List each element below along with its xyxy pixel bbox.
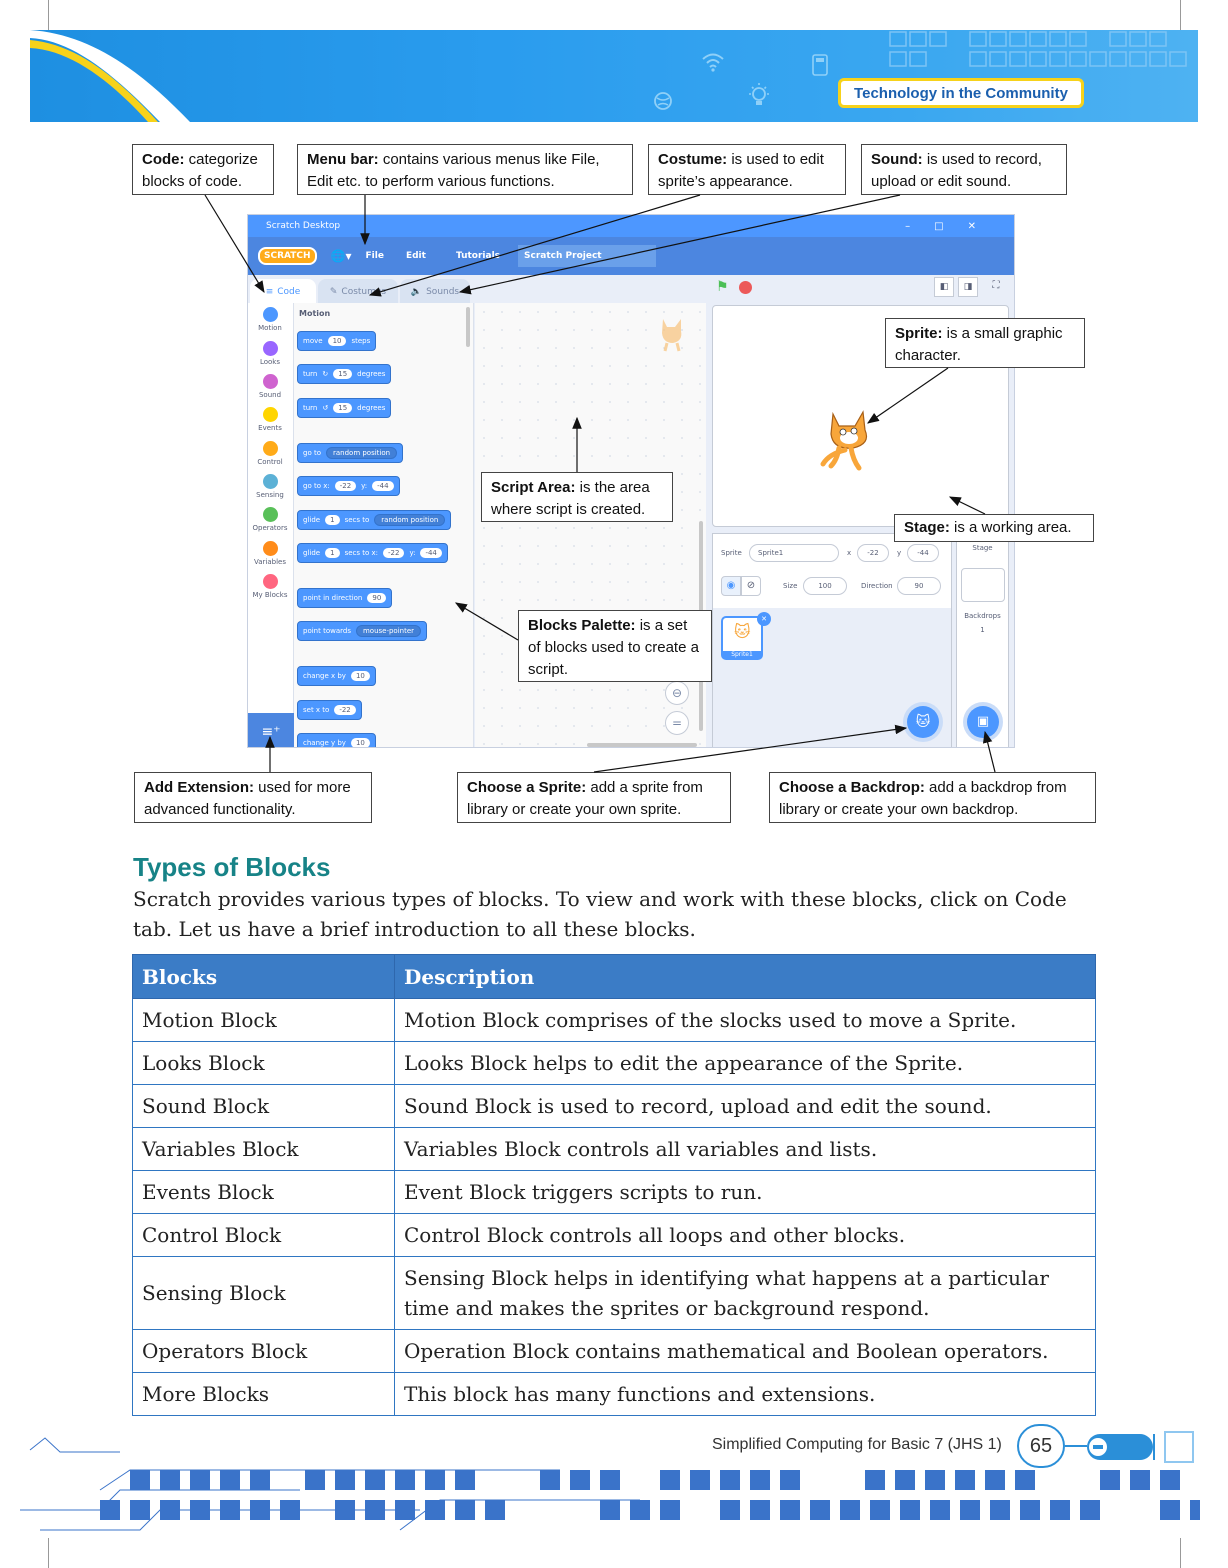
block-desc-cell: Operation Block contains mathematical and Boolean operators. bbox=[395, 1330, 1096, 1373]
large-stage-button[interactable]: ◨ bbox=[958, 277, 978, 297]
y-input[interactable]: -44 bbox=[907, 544, 939, 562]
rotate-right-icon: ↻ bbox=[322, 370, 329, 378]
brush-icon: ✎ bbox=[329, 287, 338, 297]
block-desc-cell: Event Block triggers scripts to run. bbox=[395, 1171, 1096, 1214]
direction-input[interactable]: 90 bbox=[897, 577, 941, 595]
category-events[interactable]: Events bbox=[248, 407, 292, 432]
size-label: Size bbox=[783, 582, 798, 590]
rotate-left-icon: ↺ bbox=[322, 404, 329, 412]
category-sensing[interactable]: Sensing bbox=[248, 474, 292, 499]
arrow-stage bbox=[950, 497, 985, 514]
backdrops-count: 1 bbox=[980, 626, 985, 634]
category-variables[interactable]: Variables bbox=[248, 541, 292, 566]
book-title: Simplified Computing for Basic 7 (JHS 1) bbox=[712, 1436, 1002, 1453]
choose-sprite-button[interactable]: 🐱 bbox=[907, 706, 939, 738]
block-name-cell: Looks Block bbox=[133, 1042, 395, 1085]
sprite-thumb-name: Sprite1 bbox=[723, 651, 761, 658]
arrow-costume bbox=[370, 195, 700, 295]
column-header: Description bbox=[395, 955, 1096, 999]
zoom-out-button[interactable]: ⊖ bbox=[665, 681, 689, 705]
block-point-direction[interactable]: point in direction 90 bbox=[297, 588, 392, 608]
callout-menu-bar: Menu bar: contains various menus like File, Edit etc. to perform various functions. bbox=[297, 144, 633, 195]
block-change-y[interactable]: change y by 10 bbox=[297, 733, 376, 748]
callout-add-extension: Add Extension: used for more advanced functionality. bbox=[134, 772, 372, 823]
size-input[interactable]: 100 bbox=[803, 577, 847, 595]
choose-backdrop-button[interactable]: ▣ bbox=[967, 706, 999, 738]
palette-heading: Motion bbox=[299, 309, 331, 318]
block-name-cell: Sensing Block bbox=[133, 1257, 395, 1330]
table-row bbox=[133, 1214, 1096, 1257]
block-desc-cell: Variables Block controls all variables and lists. bbox=[395, 1128, 1096, 1171]
chapter-tag: Technology in the Community bbox=[838, 78, 1084, 108]
sprite-name-input[interactable]: Sprite1 bbox=[749, 544, 839, 562]
block-turn-left[interactable]: turn ↺ 15 degrees bbox=[297, 398, 391, 418]
section-heading: Types of Blocks bbox=[133, 852, 331, 882]
block-name-cell: Motion Block bbox=[133, 999, 395, 1042]
block-desc-cell: Sound Block is used to record, upload and edit the sound. bbox=[395, 1085, 1096, 1128]
x-label: x bbox=[847, 549, 852, 557]
callout-sprite: Sprite: is a small graphic character. bbox=[885, 318, 1085, 368]
arrow-sound bbox=[460, 195, 900, 292]
table-row bbox=[133, 1128, 1096, 1171]
add-extension-button[interactable]: ≡⁺ bbox=[248, 713, 294, 748]
delete-sprite-icon[interactable]: ✕ bbox=[757, 612, 771, 626]
callout-code: Code: categorize blocks of code. bbox=[132, 144, 274, 195]
callout-choose-backdrop: Choose a Backdrop: add a backdrop from library or create your own backdrop. bbox=[769, 772, 1096, 823]
sprite-label: Sprite bbox=[721, 549, 742, 557]
block-name-cell: Variables Block bbox=[133, 1128, 395, 1171]
block-desc-cell: This block has many functions and extensions. bbox=[395, 1373, 1096, 1416]
block-name-cell: Events Block bbox=[133, 1171, 395, 1214]
arrow-choose-backdrop bbox=[985, 732, 995, 772]
arrow-choose-sprite bbox=[594, 728, 906, 772]
callout-costume: Costume: is used to edit sprite’s appearance. bbox=[648, 144, 846, 195]
show-sprite-eye-icon[interactable]: ◉ bbox=[721, 576, 741, 596]
tab-costumes[interactable]: ✎ Costumes bbox=[318, 279, 398, 305]
menu-file[interactable]: File bbox=[365, 251, 384, 261]
menu-edit[interactable]: Edit bbox=[405, 251, 426, 261]
tab-sounds[interactable]: 🔈 Sounds bbox=[400, 279, 470, 305]
arrow-code bbox=[205, 195, 264, 292]
table-row bbox=[133, 1085, 1096, 1128]
stage-label: Stage bbox=[972, 544, 993, 552]
green-flag-icon[interactable]: ⚑ bbox=[716, 279, 729, 295]
footer-circuit-pattern bbox=[0, 1430, 1228, 1540]
table-row bbox=[133, 1257, 1096, 1330]
crop-mark bbox=[48, 1538, 49, 1568]
speaker-icon: 🔈 bbox=[410, 287, 423, 297]
block-point-towards[interactable]: point towards mouse-pointer bbox=[297, 621, 427, 641]
y-label: y bbox=[897, 549, 902, 557]
callout-blocks-palette: Blocks Palette: is a set of blocks used to create a script. bbox=[518, 610, 712, 682]
tab-code[interactable]: ≡ Code bbox=[250, 279, 316, 305]
table-row bbox=[133, 1042, 1096, 1085]
direction-label: Direction bbox=[861, 582, 893, 590]
code-tab-icon: ≡ bbox=[265, 287, 274, 297]
block-desc-cell: Looks Block helps to edit the appearance of the Sprite. bbox=[395, 1042, 1096, 1085]
callout-choose-sprite: Choose a Sprite: add a sprite from library or create your own sprite. bbox=[457, 772, 731, 823]
callout-stage: Stage: is a working area. bbox=[894, 514, 1094, 542]
fullscreen-button[interactable]: ⛶ bbox=[992, 280, 1000, 291]
block-name-cell: Sound Block bbox=[133, 1085, 395, 1128]
block-set-x[interactable]: set x to -22 bbox=[297, 700, 362, 720]
category-control[interactable]: Control bbox=[248, 441, 292, 466]
sprite-thumb-cat-icon: 🐱 bbox=[734, 622, 751, 641]
block-desc-cell: Sensing Block helps in identifying what happens at a particular time and makes the sprites or background respond. bbox=[395, 1257, 1096, 1330]
hide-sprite-icon[interactable]: ⊘ bbox=[741, 576, 761, 596]
block-desc-cell: Motion Block comprises of the slocks used to move a Sprite. bbox=[395, 999, 1096, 1042]
window-title: Scratch Desktop bbox=[266, 221, 341, 231]
category-looks[interactable]: Looks bbox=[248, 341, 292, 366]
x-input[interactable]: -22 bbox=[857, 544, 889, 562]
table-row bbox=[133, 1171, 1096, 1214]
column-header: Blocks bbox=[133, 955, 395, 999]
block-name-cell: Control Block bbox=[133, 1214, 395, 1257]
blocks-table bbox=[132, 954, 1096, 1416]
block-name-cell: More Blocks bbox=[133, 1373, 395, 1416]
category-sound[interactable]: Sound bbox=[248, 374, 292, 399]
arrow-blocks-palette bbox=[456, 603, 518, 640]
crop-mark bbox=[1180, 1538, 1181, 1568]
block-change-x[interactable]: change x by 10 bbox=[297, 666, 376, 686]
table-header-row bbox=[133, 955, 1096, 999]
block-turn-right[interactable]: turn ↻ 15 degrees bbox=[297, 364, 391, 384]
block-glide-random[interactable]: glide 1 secs to random position bbox=[297, 510, 451, 530]
section-intro: Scratch provides various types of blocks. To view and work with these blocks, click on Code tab. Let us have a brief introduction to all these blocks. bbox=[133, 887, 1067, 941]
category-operators[interactable]: Operators bbox=[248, 507, 292, 532]
scratch-logo[interactable]: SCRATCH bbox=[258, 247, 317, 265]
page-number: 65 bbox=[1017, 1424, 1065, 1468]
block-desc-cell: Control Block controls all loops and other blocks. bbox=[395, 1214, 1096, 1257]
small-stage-button[interactable]: ◧ bbox=[934, 277, 954, 297]
table-row bbox=[133, 1330, 1096, 1373]
backdrops-label: Backdrops bbox=[964, 612, 1001, 620]
category-motion[interactable]: Motion bbox=[248, 307, 292, 332]
menu-tutorials[interactable]: Tutorials bbox=[455, 251, 501, 261]
block-go-to[interactable]: go to random position bbox=[297, 443, 403, 463]
project-title-field[interactable]: Scratch Project bbox=[518, 245, 656, 267]
table-row bbox=[133, 1373, 1096, 1416]
language-globe-icon[interactable]: 🌐▾ bbox=[330, 249, 352, 263]
table-row bbox=[133, 999, 1096, 1042]
block-move[interactable]: move 10 steps bbox=[297, 331, 376, 351]
zoom-reset-button[interactable]: = bbox=[665, 711, 689, 735]
callout-script-area: Script Area: is the area where script is created. bbox=[481, 472, 673, 522]
block-name-cell: Operators Block bbox=[133, 1330, 395, 1373]
window-controls: –□✕ bbox=[905, 220, 1000, 232]
block-go-to-xy[interactable]: go to x: -22 y: -44 bbox=[297, 476, 400, 496]
block-glide-xy[interactable]: glide 1 secs to x: -22 y: -44 bbox=[297, 543, 448, 563]
category-my-blocks[interactable]: My Blocks bbox=[248, 574, 292, 599]
arrow-sprite bbox=[868, 368, 948, 423]
callout-sound: Sound: is used to record, upload or edit sound. bbox=[861, 144, 1067, 195]
